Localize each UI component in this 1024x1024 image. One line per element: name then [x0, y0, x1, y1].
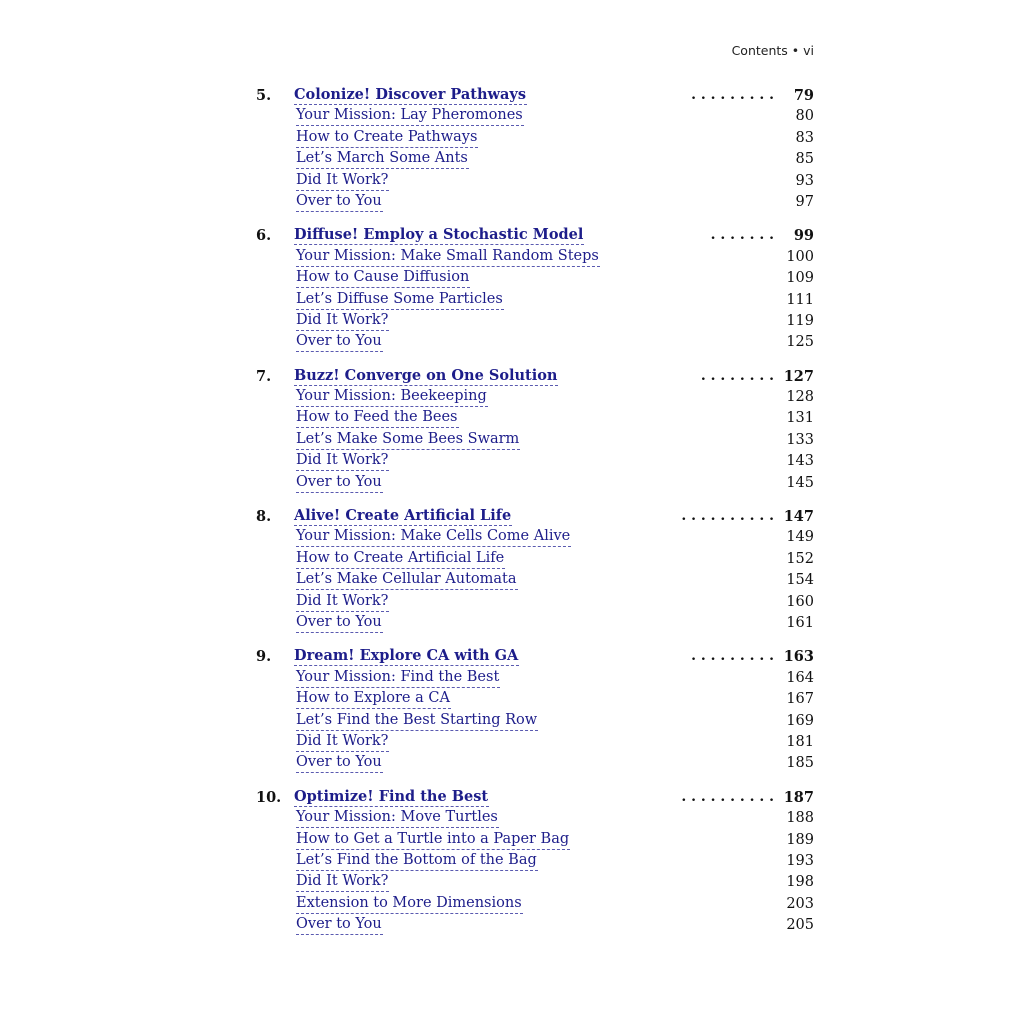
- chapter-entry[interactable]: [256, 366, 814, 387]
- section-entry[interactable]: [256, 171, 814, 192]
- section-title-link[interactable]: Over to You: [296, 753, 383, 773]
- section-entry[interactable]: [256, 851, 814, 872]
- section-title-link[interactable]: How to Create Artificial Life: [296, 549, 505, 569]
- section-title-link[interactable]: How to Explore a CA: [296, 689, 451, 709]
- section-title-link[interactable]: Your Mission: Lay Pheromones: [296, 106, 524, 126]
- dot-leader: . . . . . . . . . .: [681, 508, 774, 525]
- dot-leader: . . . . . . . . . .: [681, 788, 774, 805]
- section-title-link[interactable]: Did It Work?: [296, 171, 389, 191]
- section-entry[interactable]: [256, 247, 814, 268]
- section-entry[interactable]: [256, 549, 814, 570]
- chapter-entry[interactable]: [256, 787, 814, 808]
- section-title-link[interactable]: Over to You: [296, 332, 383, 352]
- section-title-link[interactable]: How to Create Pathways: [296, 128, 478, 148]
- section-page-number: 198: [786, 874, 814, 891]
- chapter-title-link[interactable]: Diffuse! Employ a Stochastic Model: [294, 226, 584, 244]
- section-entry[interactable]: [256, 192, 814, 213]
- section-entry[interactable]: [256, 473, 814, 494]
- chapter-page-number: 79: [793, 87, 814, 104]
- section-page-number: 167: [786, 691, 814, 708]
- section-page-number: 111: [786, 291, 814, 308]
- chapter-page-number: 99: [793, 227, 814, 245]
- section-entry[interactable]: [256, 668, 814, 689]
- section-title-link[interactable]: Did It Work?: [296, 732, 389, 752]
- section-title-link[interactable]: Let’s March Some Ants: [296, 149, 469, 169]
- section-title-link[interactable]: Let’s Make Cellular Automata: [296, 570, 518, 590]
- section-entry[interactable]: [256, 711, 814, 732]
- section-entry[interactable]: [256, 872, 814, 893]
- chapter-page-number: 147: [783, 508, 814, 526]
- chapter-number: 5.: [256, 87, 272, 104]
- dot-leader: . . . . . . . . .: [691, 648, 774, 665]
- section-title-link[interactable]: Over to You: [296, 473, 383, 493]
- section-title-link[interactable]: Did It Work?: [296, 311, 389, 331]
- section-title-link[interactable]: Your Mission: Find the Best: [296, 668, 500, 688]
- chapter-title-link[interactable]: Buzz! Converge on One Solution: [294, 366, 558, 384]
- section-page-number: 145: [786, 474, 814, 491]
- section-page-number: 109: [786, 270, 814, 287]
- section-page-number: 128: [786, 389, 814, 406]
- section-page-number: 133: [786, 431, 814, 448]
- section-entry[interactable]: [256, 332, 814, 353]
- dot-leader: . . . . . . .: [710, 227, 774, 244]
- section-page-number: 189: [786, 831, 814, 848]
- toc-chapter: [256, 85, 814, 213]
- dot-leader: . . . . . . . .: [700, 367, 774, 384]
- section-page-number: 100: [786, 248, 814, 265]
- section-page-number: 188: [786, 810, 814, 827]
- section-title-link[interactable]: Over to You: [296, 192, 383, 212]
- chapter-entry[interactable]: [256, 225, 814, 246]
- section-entry[interactable]: [256, 689, 814, 710]
- section-page-number: 80: [795, 108, 814, 125]
- section-page-number: 169: [786, 712, 814, 729]
- chapter-entry[interactable]: [256, 85, 814, 106]
- section-title-link[interactable]: Extension to More Dimensions: [296, 894, 523, 914]
- section-title-link[interactable]: Over to You: [296, 915, 383, 935]
- chapter-title-link[interactable]: Optimize! Find the Best: [294, 787, 489, 805]
- section-entry[interactable]: [256, 451, 814, 472]
- section-page-number: 83: [795, 129, 814, 146]
- section-page-number: 97: [795, 193, 814, 210]
- section-page-number: 152: [786, 550, 814, 567]
- section-page-number: 131: [786, 410, 814, 427]
- chapter-number: 9.: [256, 648, 272, 666]
- section-entry[interactable]: [256, 894, 814, 915]
- section-entry[interactable]: [256, 128, 814, 149]
- section-entry[interactable]: [256, 592, 814, 613]
- chapter-page-number: 163: [783, 648, 814, 666]
- section-page-number: 149: [786, 529, 814, 546]
- chapter-number: 10.: [256, 788, 282, 806]
- section-title-link[interactable]: Over to You: [296, 613, 383, 633]
- section-title-link[interactable]: Your Mission: Make Small Random Steps: [296, 247, 600, 267]
- section-page-number: 181: [786, 733, 814, 750]
- chapter-number: 6.: [256, 227, 272, 245]
- section-title-link[interactable]: Let’s Diffuse Some Particles: [296, 290, 504, 310]
- section-title-link[interactable]: Let’s Find the Best Starting Row: [296, 711, 538, 731]
- section-entry[interactable]: [256, 732, 814, 753]
- section-title-link[interactable]: Let’s Find the Bottom of the Bag: [296, 851, 538, 871]
- section-page-number: 161: [786, 614, 814, 631]
- section-entry[interactable]: [256, 570, 814, 591]
- chapter-title-link[interactable]: Dream! Explore CA with GA: [294, 647, 519, 665]
- chapter-page-number: 127: [783, 367, 814, 385]
- section-entry[interactable]: [256, 408, 814, 429]
- toc-chapter: [256, 366, 814, 494]
- toc-chapter: [256, 506, 814, 634]
- section-entry[interactable]: [256, 149, 814, 170]
- chapter-entry[interactable]: [256, 506, 814, 527]
- section-title-link[interactable]: Your Mission: Move Turtles: [296, 808, 499, 828]
- section-entry[interactable]: [256, 106, 814, 127]
- section-page-number: 205: [786, 917, 814, 934]
- toc-chapter: [256, 646, 814, 774]
- section-title-link[interactable]: Did It Work?: [296, 451, 389, 471]
- section-title-link[interactable]: Did It Work?: [296, 592, 389, 612]
- toc-chapter: [256, 225, 814, 353]
- section-page-number: 143: [786, 453, 814, 470]
- section-page-number: 164: [786, 669, 814, 686]
- section-page-number: 125: [786, 334, 814, 351]
- section-entry[interactable]: [256, 753, 814, 774]
- section-page-number: 119: [786, 312, 814, 329]
- section-entry[interactable]: [256, 613, 814, 634]
- section-entry[interactable]: [256, 387, 814, 408]
- chapter-title-link[interactable]: Alive! Create Artificial Life: [294, 507, 512, 525]
- section-entry[interactable]: [256, 527, 814, 548]
- chapter-entry[interactable]: [256, 646, 814, 667]
- section-entry[interactable]: [256, 830, 814, 851]
- dot-leader: . . . . . . . . .: [691, 87, 774, 103]
- section-title-link[interactable]: How to Get a Turtle into a Paper Bag: [296, 830, 570, 850]
- section-entry[interactable]: [256, 808, 814, 829]
- chapter-number: 7.: [256, 367, 272, 385]
- section-entry[interactable]: [256, 290, 814, 311]
- toc-chapter: [256, 787, 814, 937]
- section-title-link[interactable]: Your Mission: Beekeeping: [296, 387, 488, 407]
- section-title-link[interactable]: How to Feed the Bees: [296, 408, 459, 428]
- chapter-title-link[interactable]: Colonize! Discover Pathways: [294, 86, 527, 103]
- section-title-link[interactable]: Did It Work?: [296, 872, 389, 892]
- table-of-contents: [256, 85, 814, 948]
- section-page-number: 85: [795, 151, 814, 168]
- section-entry[interactable]: [256, 268, 814, 289]
- section-page-number: 193: [786, 852, 814, 869]
- section-title-link[interactable]: Let’s Make Some Bees Swarm: [296, 430, 520, 450]
- section-page-number: 160: [786, 593, 814, 610]
- section-entry[interactable]: [256, 311, 814, 332]
- section-title-link[interactable]: Your Mission: Make Cells Come Alive: [296, 527, 571, 547]
- section-entry[interactable]: [256, 430, 814, 451]
- section-title-link[interactable]: How to Cause Diffusion: [296, 268, 470, 288]
- section-entry[interactable]: [256, 915, 814, 936]
- section-page-number: 203: [786, 895, 814, 912]
- chapter-number: 8.: [256, 508, 272, 526]
- chapter-page-number: 187: [783, 788, 814, 806]
- section-page-number: 185: [786, 755, 814, 772]
- section-page-number: 154: [786, 572, 814, 589]
- section-page-number: 93: [795, 172, 814, 189]
- running-header: Contents • vi: [731, 43, 814, 58]
